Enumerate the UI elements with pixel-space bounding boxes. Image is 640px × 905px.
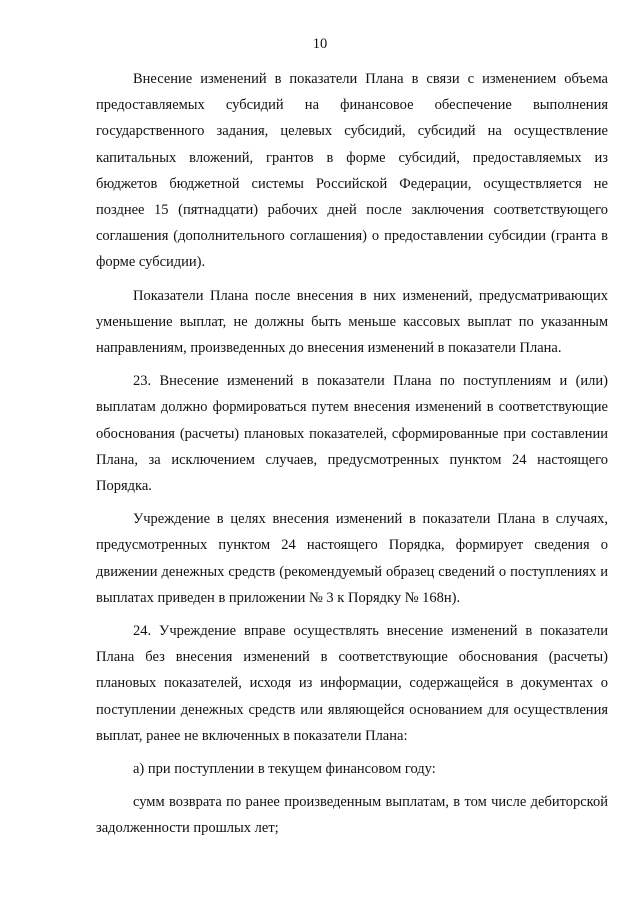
- paragraph-clause-24: 24. Учреждение вправе осуществлять внесение изменений в показатели Плана без внесения изменений в соответствующие обоснования (расчеты) плановых показателей, исходя из информации, содержащейся в документах о поступлении денежных средств или являющейся основанием для осуществления выплат, ранее не включенных в показатели Плана:: [96, 623, 608, 744]
- paragraph-institution-cashflow: Учреждение в целях внесения изменений в показатели Плана в случаях, предусмотренных пунктом 24 настоящего Порядка, формирует сведения о движении денежных средств (рекомендуемый образец сведений о поступлениях и выплатах приведен в приложении № 3 к Порядку № 168н).: [96, 511, 608, 606]
- paragraph-sub-a: а) при поступлении в текущем финансовом году:: [133, 761, 436, 778]
- paragraph-refund-sums: сумм возврата по ранее произведенным выплатам, в том числе дебиторской задолженности прошлых лет;: [96, 794, 608, 837]
- paragraph-clause-23: 23. Внесение изменений в показатели Плана по поступлениям и (или) выплатам должно формироваться путем внесения изменений в соответствующие обоснования (расчеты) плановых показателей, сформированные при составлении Плана, за исключением случаев, предусмотренных пунктом 24 настоящего Порядка.: [96, 373, 608, 495]
- paragraph-plan-indicators: Показатели Плана после внесения в них изменений, предусматривающих уменьшение выплат, не должны быть меньше кассовых выплат по указанным направлениям, произведенных до внесения изменений в показатели Плана.: [96, 287, 608, 357]
- paragraph-subsidy-changes: Внесение изменений в показатели Плана в связи с изменением объема предоставляемых субсидий на финансовое обеспечение выполнения государственного задания, целевых субсидий, субсидий на осуществление капитальных вложений, грантов в форме субсидий, предоставляемых из бюджетов бюджетной системы Российской Федерации, осуществляется не позднее 15 (пятнадцати) рабочих дней после заключения соответствующего соглашения (дополнительного соглашения) о предоставлении субсидии (гранта в форме субсидии).: [96, 71, 608, 271]
- document-body: [96, 66, 608, 842]
- page-number: 10: [312, 36, 328, 52]
